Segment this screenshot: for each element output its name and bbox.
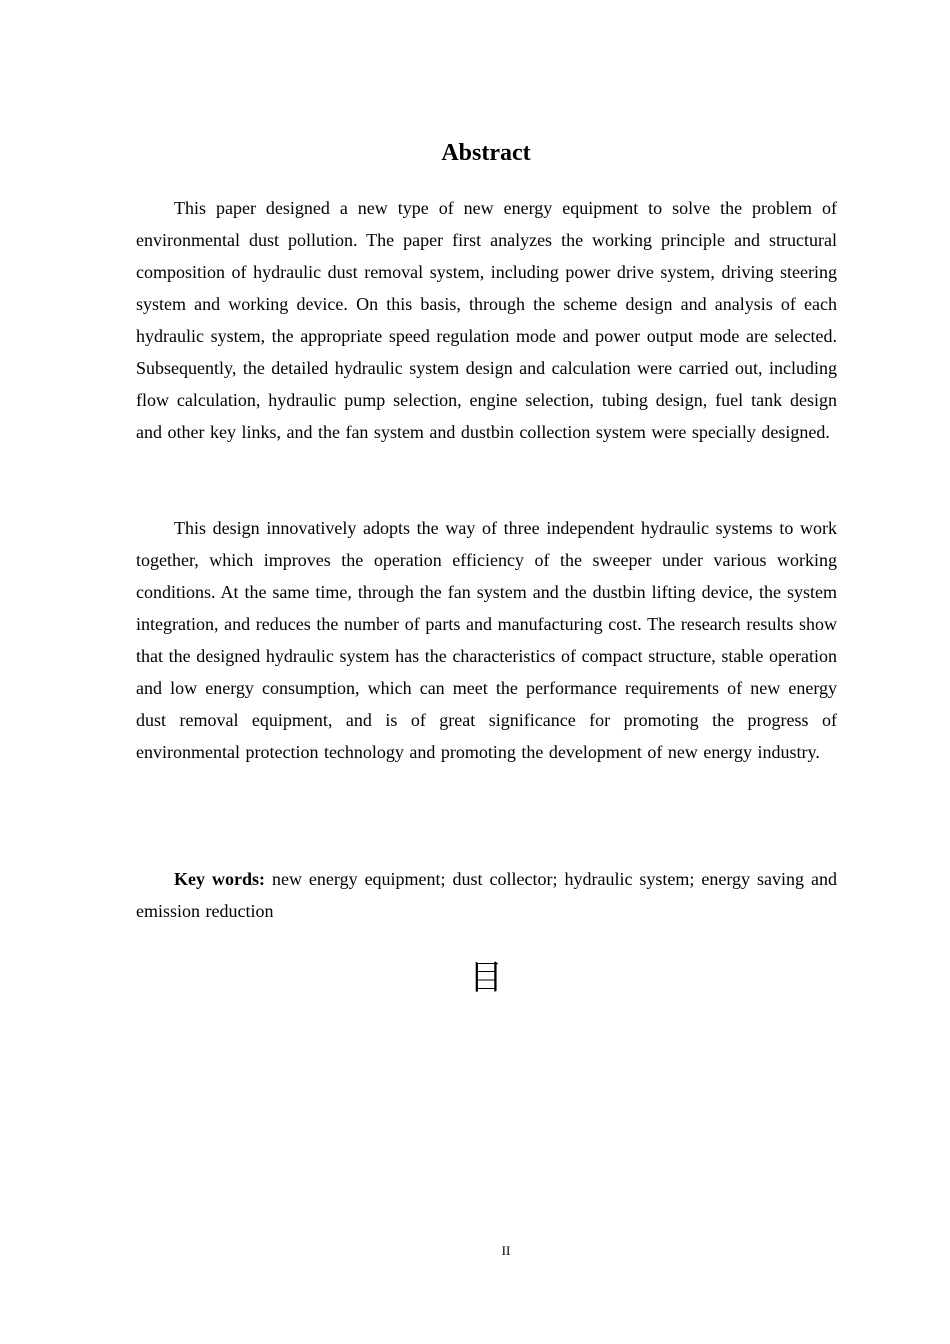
toc-heading-fragment: 目: [469, 958, 503, 998]
keywords-text: new energy equipment; dust collector; hydraulic system; energy saving and emission reduction: [136, 869, 837, 921]
page-number: II: [501, 1243, 511, 1258]
keywords-paragraph: [136, 864, 837, 928]
abstract-paragraph-1: This paper designed a new type of new energy equipment to solve the problem of environmental dust pollution. The paper first analyzes the working principle and structural composition of hydraulic dust removal system, including power drive system, driving steering system and working device. On this basis, through the scheme design and analysis of each hydraulic system, the appropriate speed regulation mode and power output mode are selected. Subsequently, the detailed hydraulic system design and calculation were carried out, including flow calculation, hydraulic pump selection, engine selection, tubing design, fuel tank design and other key links, and the fan system and dustbin collection system were specially designed.: [136, 198, 837, 442]
abstract-title: Abstract: [441, 140, 531, 166]
abstract-paragraph-2: This design innovatively adopts the way of three independent hydraulic systems to work together, which improves the operation efficiency of the sweeper under various working conditions. At the same time, through the fan system and the dustbin lifting device, the system integration, and reduces the number of parts and manufacturing cost. The research results show that the designed hydraulic system has the characteristics of compact structure, stable operation and low energy consumption, which can meet the performance requirements of new energy dust removal equipment, and is of great significance for promoting the progress of environmental protection technology and promoting the development of new energy industry.: [136, 518, 837, 762]
keywords-label: Key words:: [174, 869, 265, 889]
